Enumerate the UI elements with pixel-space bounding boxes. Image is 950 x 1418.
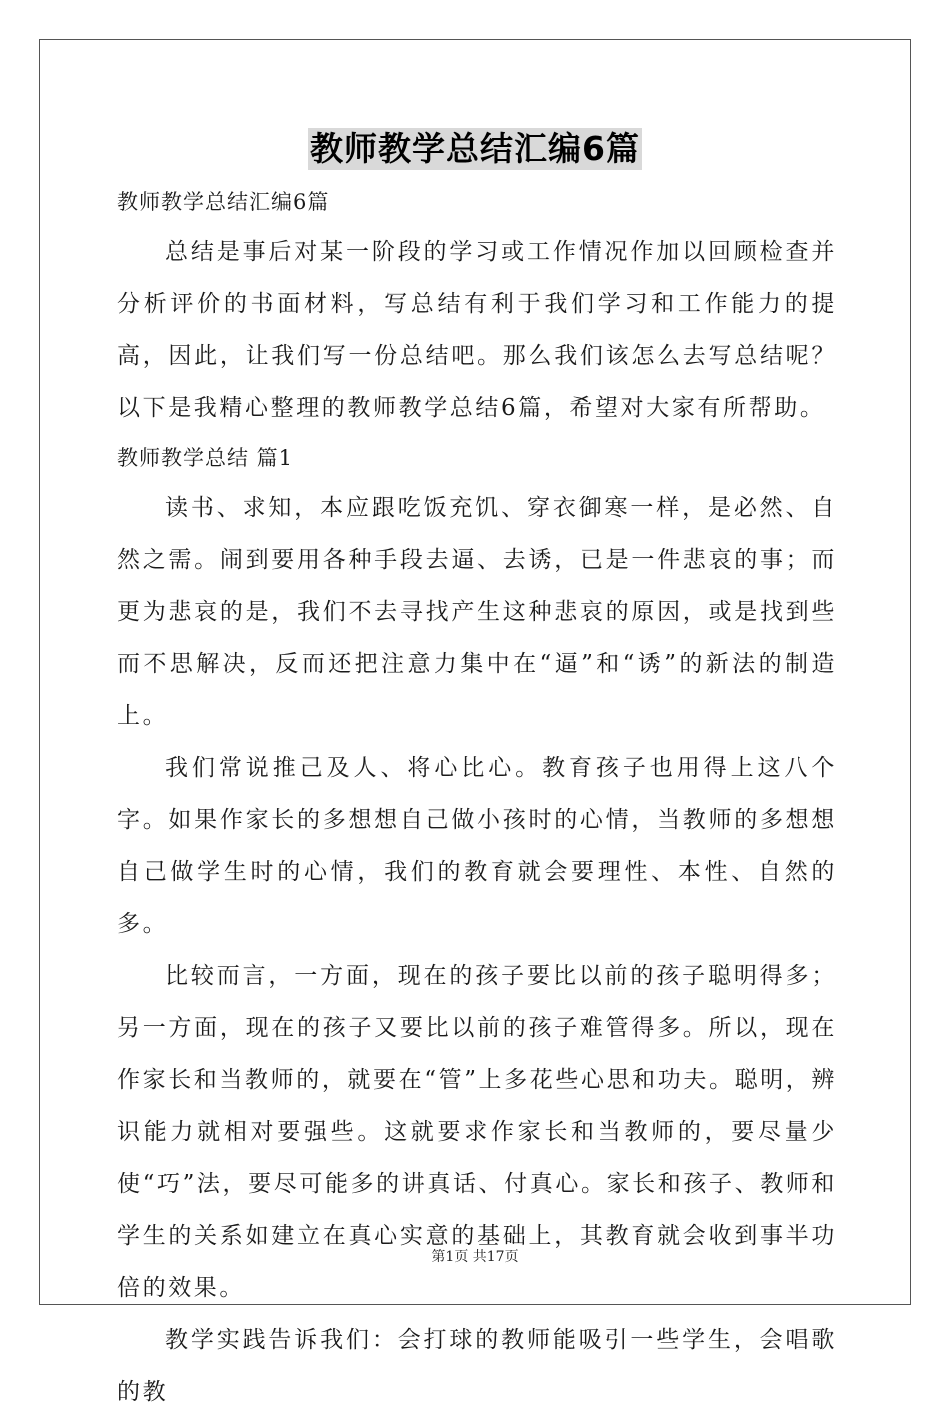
section-heading: 教师教学总结 篇1: [117, 446, 294, 470]
document-title: 教师教学总结汇编6篇: [310, 129, 640, 168]
body-paragraph: 读书、求知，本应跟吃饭充饥、穿衣御寒一样，是必然、自然之需。闹到要用各种手段去逼、去诱，已是一件悲哀的事；而更为悲哀的是，我们不去寻找产生这种悲哀的原因，或是找到些而不思解决，反而还把注意力集中在“逼”和“诱”的新法的制造上。: [117, 495, 837, 729]
title-wrap: [0, 128, 950, 170]
page-footer: 第1页 共17页: [431, 1249, 519, 1265]
document-subtitle: 教师教学总结汇编6篇: [117, 190, 330, 214]
intro-paragraph: 总结是事后对某一阶段的学习或工作情况作加以回顾检查并分析评价的书面材料，写总结有利于我们学习和工作能力的提高，因此，让我们写一份总结吧。那么我们该怎么去写总结呢？以下是我精心整理的教师教学总结6篇，希望对大家有所帮助。: [117, 239, 837, 421]
document-body: [117, 178, 837, 1418]
body-paragraph: 教学实践告诉我们：会打球的教师能吸引一些学生，会唱歌的教: [117, 1327, 837, 1405]
body-paragraph: 比较而言，一方面，现在的孩子要比以前的孩子聪明得多；另一方面，现在的孩子又要比以前的孩子难管得多。所以，现在作家长和当教师的，就要在“管”上多花些心思和功夫。聪明，辨识能力就相对要强些。这就要求作家长和当教师的，要尽量少使“巧”法，要尽可能多的讲真话、付真心。家长和孩子、教师和学生的关系如建立在真心实意的基础上，其教育就会收到事半功倍的效果。: [117, 963, 837, 1301]
body-paragraph: 我们常说推己及人、将心比心。教育孩子也用得上这八个字。如果作家长的多想想自己做小孩时的心情，当教师的多想想自己做学生时的心情，我们的教育就会要理性、本性、自然的多。: [117, 755, 837, 937]
